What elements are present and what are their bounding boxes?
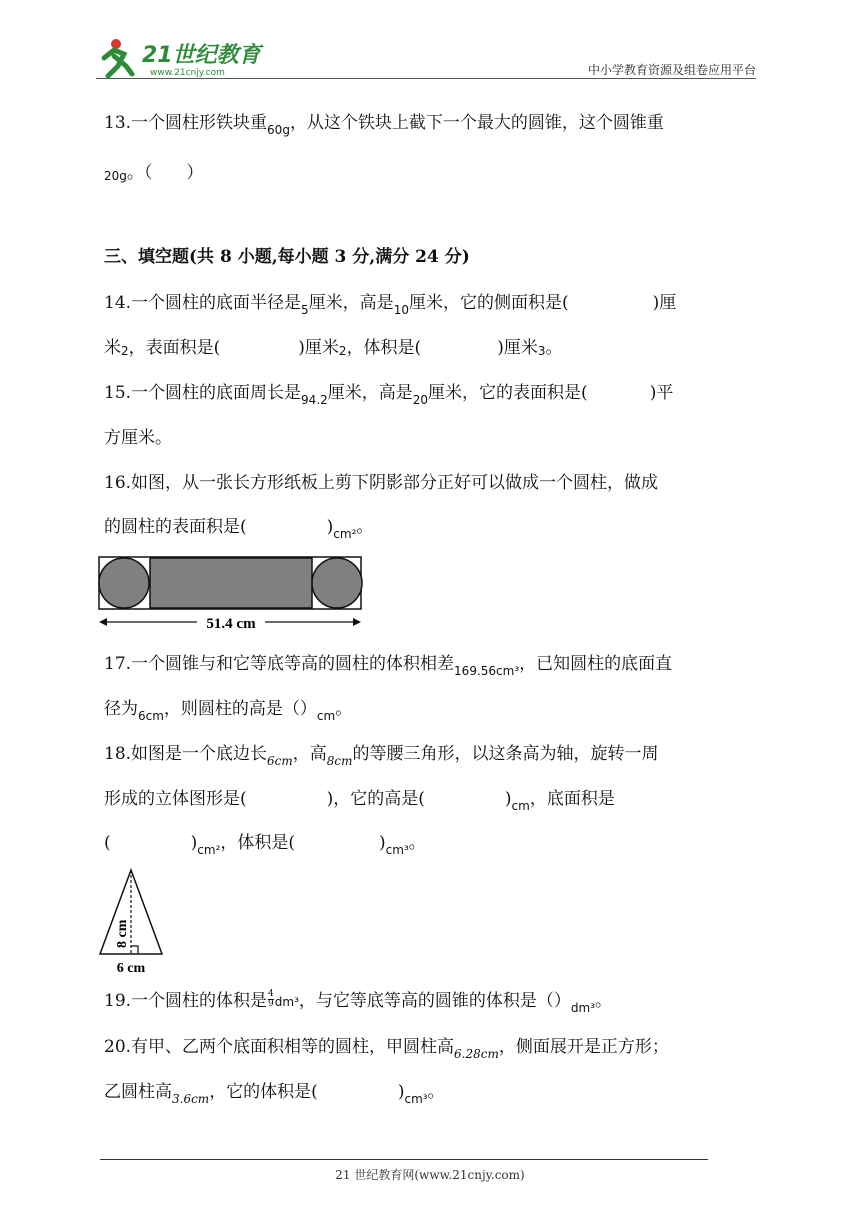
q17-line2: 径为$_{6cm}$，则圆柱的高是$()_{cm}$。 [104,699,353,723]
q17-line1: 17.一个圆锥与和它等底等高的圆柱的体积相差$_{169.56cm^3}$，已知圆柱的底面直 [104,654,673,678]
site-logo [96,36,266,82]
fraction: $\frac{4}{9}$ [268,989,274,1009]
q18-line3: ( )$_{cm^2}$，体积是( )$_{cm^3}$。 [104,833,426,857]
right-circle [312,558,362,608]
q16-line1: 16.如图，从一张长方形纸板上剪下阴影部分正好可以做成一个圆柱，做成 [104,473,659,493]
q18-triangle-figure [97,866,169,976]
side-rectangle [150,558,312,608]
q13-line2: 20g。（ ） [104,163,204,183]
q20-line1: 20.有甲、乙两个底面积相等的圆柱，甲圆柱高$_{6.28cm}$，侧面展开是正方形； [104,1037,669,1061]
q15-line2: 方厘米。 [104,428,172,448]
q20-line2: 乙圆柱高$_{3.6cm}$，它的体积是( )$_{cm^3}$。 [104,1082,445,1106]
section-3-title: 三、填空题(共 8 小题,每小题 3 分,满分 24 分) [104,247,470,267]
base-label: 6 cm [116,961,146,976]
q18-line1: 18.如图是一个底边长$_{6cm}$，高$_{8cm}$的等腰三角形，以这条高为轴，旋转一周 [104,744,659,768]
q14-line2: 米2，表面积是( )厘米2，体积是( )厘米3。 [104,338,563,358]
q16-line2: 的圆柱的表面积是( )$_{cm^2}$。 [104,517,374,541]
footer-divider [100,1159,708,1160]
arrow-right-icon [353,618,361,626]
runner-icon [104,39,132,76]
logo-url: www.21cnjy.com [150,68,225,78]
logo-text: 21世纪教育 [142,43,261,68]
platform-name: 中小学教育资源及组卷应用平台 [587,63,756,77]
dimension-label: 51.4 cm [206,616,256,632]
q19-line: 19.一个圆柱的体积是 $\frac{4}{9}$ dm³，与它等底等高的圆锥的体积是$()_{dm^3}$。 [104,989,613,1015]
footer-text: 21 世纪教育网(www.21cnjy.com) [335,1168,525,1182]
q13-line1: 13.一个圆柱形铁块重$_{60g}$，从这个铁块上截下一个最大的圆锥，这个圆锥重 [104,113,664,137]
left-circle [99,558,149,608]
arrow-left-icon [99,618,107,626]
header-divider [96,78,756,79]
height-label: 8 cm [115,919,130,948]
q16-figure [97,555,367,633]
q18-line2: 形成的立体图形是( )，它的高是( )$_{cm}$，底面积是 [104,789,615,813]
q15-line1: 15.一个圆柱的底面周长是$_{94.2}$厘米，高是$_{20}$厘米，它的表面积是( )平 [104,383,674,407]
q14-line1: 14.一个圆柱的底面半径是$_5$厘米，高是$_{10}$厘米，它的侧面积是( )厘 [104,293,677,317]
